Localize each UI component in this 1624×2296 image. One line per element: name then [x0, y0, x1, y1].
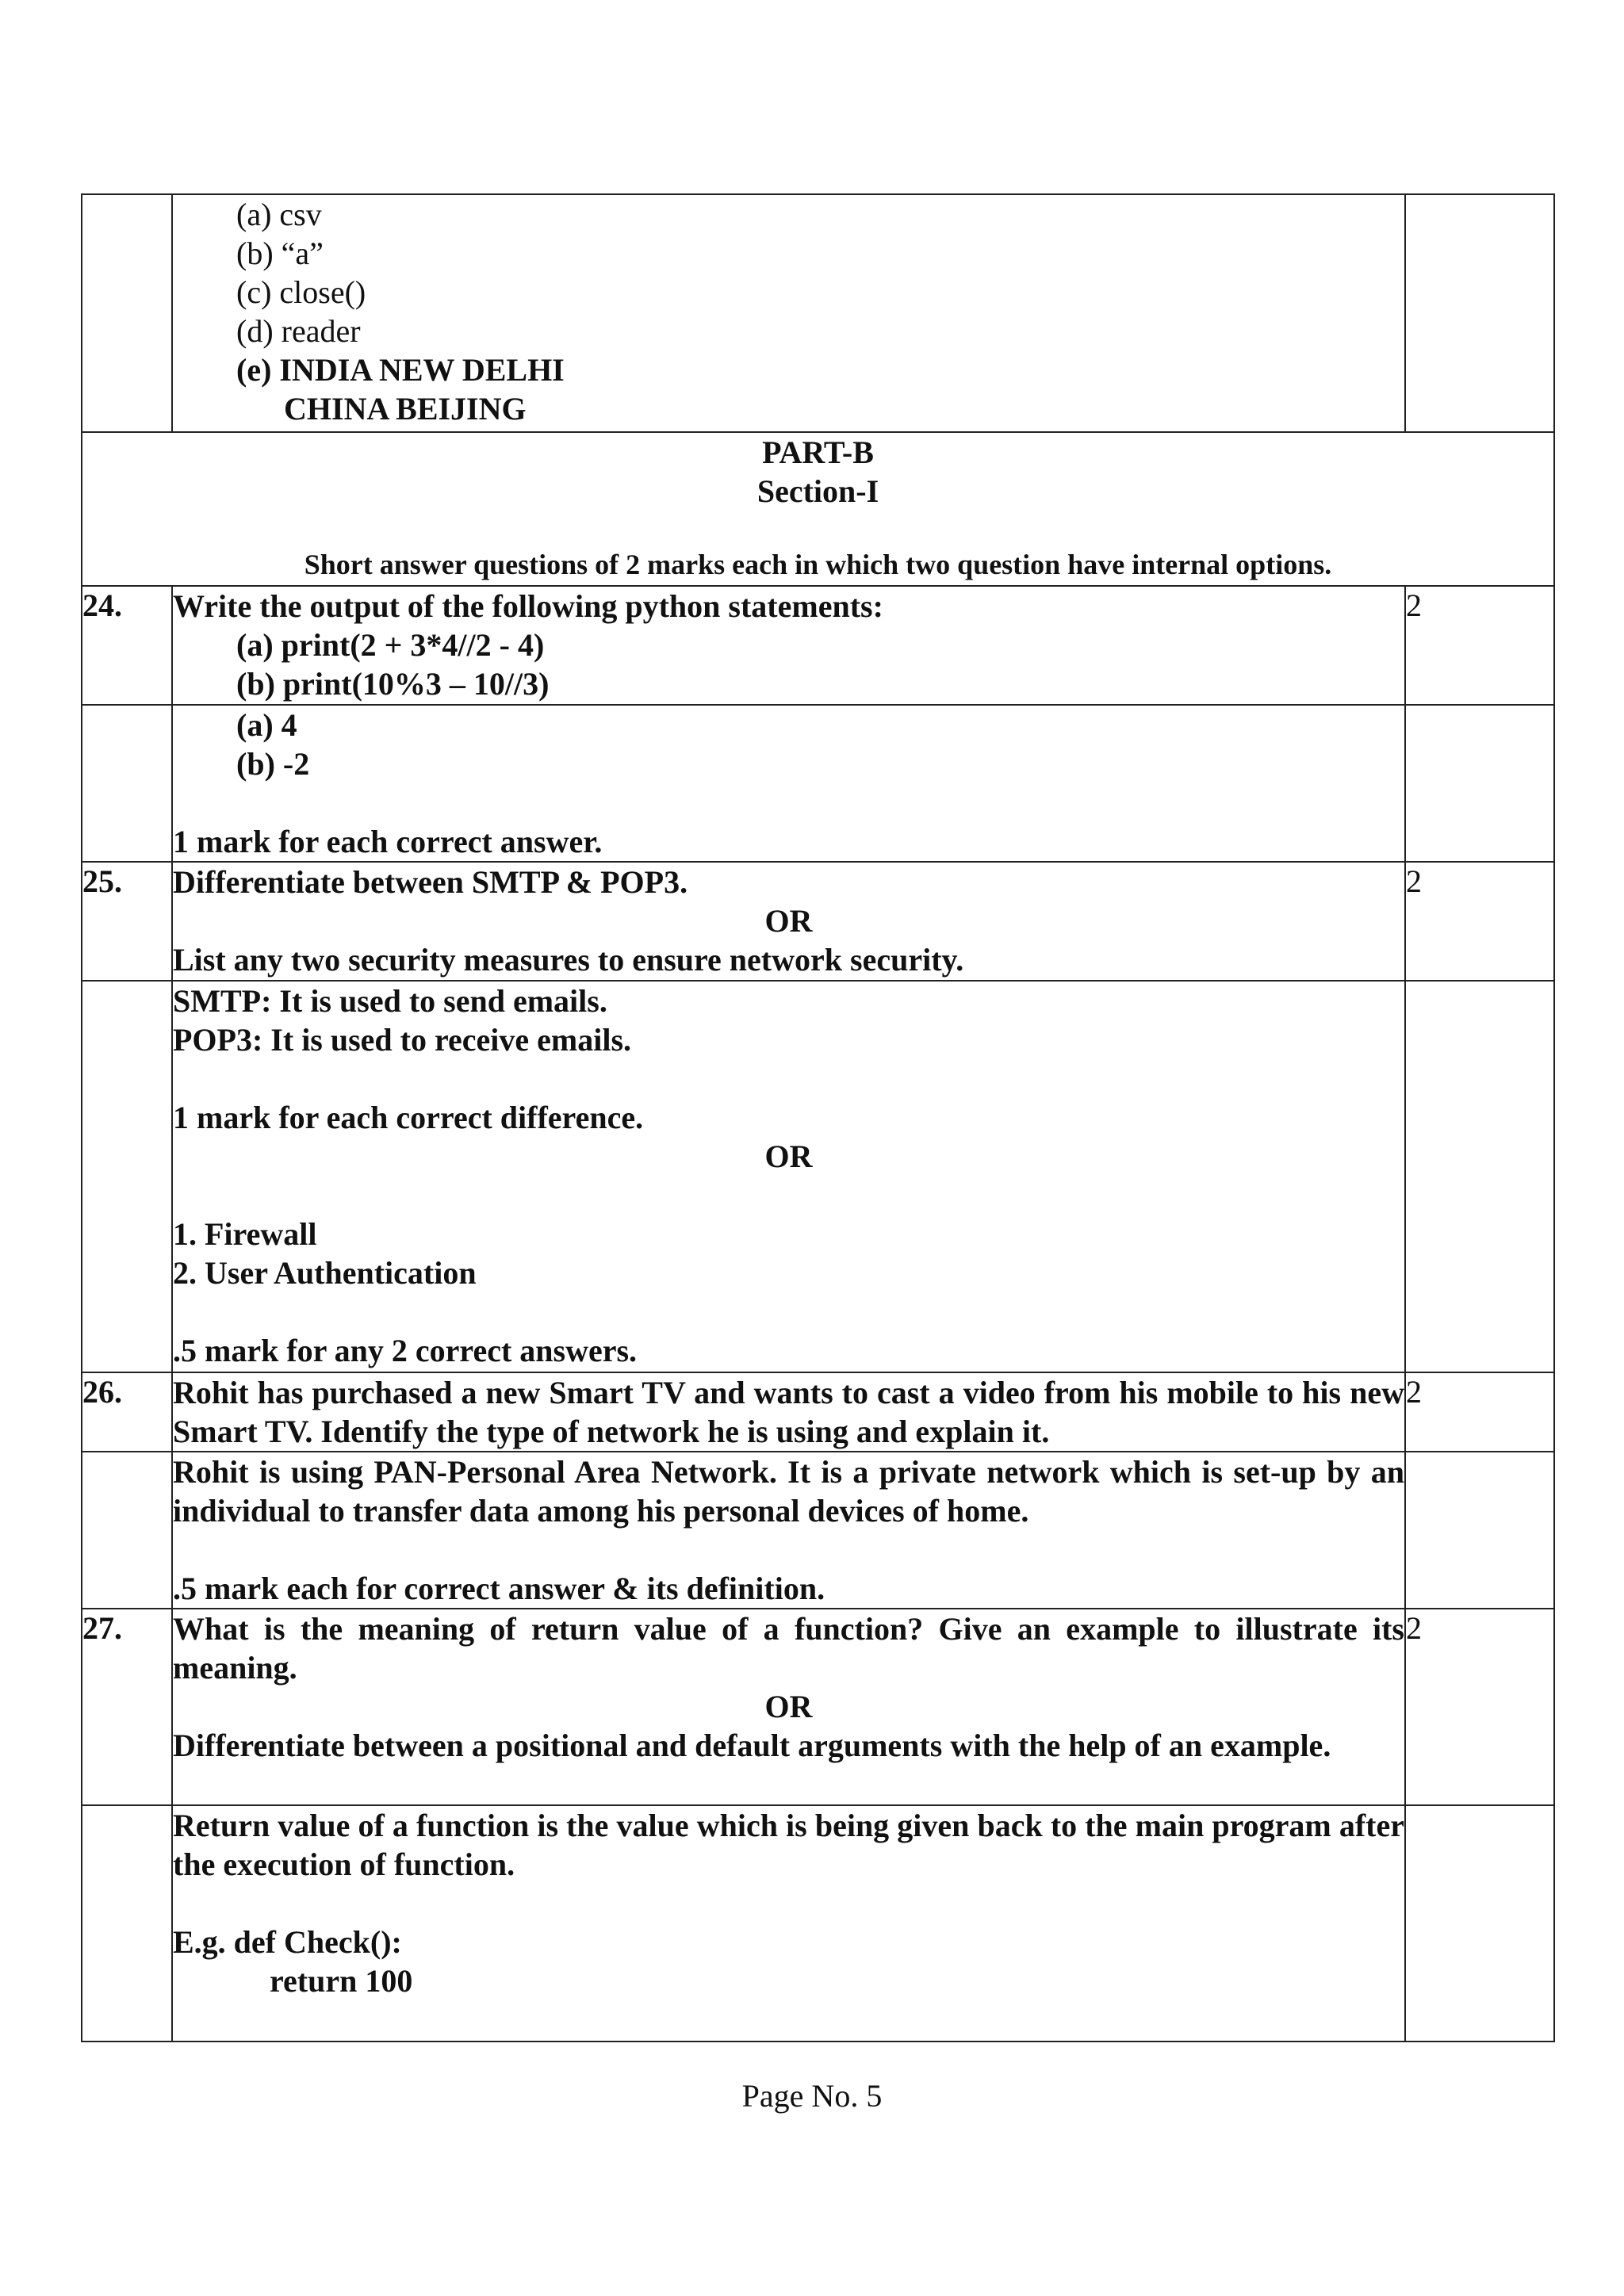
answer-line: (b) -2: [236, 746, 310, 782]
answer-text: Rohit is using PAN-Personal Area Network. It is a private network which is set-up by an individual to transfer data among his personal devices of home.: [173, 1454, 1404, 1529]
question-row-26: [82, 1372, 1554, 1452]
answer-content: [172, 1805, 1405, 2042]
answer-row-27: [82, 1805, 1554, 2042]
marking-note: 1 mark for each correct difference.: [173, 1100, 644, 1135]
part-title: PART-B: [762, 434, 874, 470]
question-text: Differentiate between a positional and default arguments with the help of an example.: [173, 1728, 1331, 1763]
or-separator: OR: [764, 1689, 813, 1724]
question-number-cell: [82, 981, 172, 1372]
or-separator: OR: [764, 903, 813, 939]
question-content: [172, 586, 1405, 705]
section-header: [82, 432, 1554, 586]
marks: 2: [1405, 586, 1554, 705]
question-text: Differentiate between SMTP & POP3.: [173, 864, 688, 900]
answer-line: (c) close(): [236, 274, 366, 310]
marking-note: .5 mark for any 2 correct answers.: [173, 1333, 638, 1368]
answer-line: 2. User Authentication: [173, 1255, 477, 1291]
question-text: Write the output of the following python statements:: [173, 588, 883, 624]
marks-cell: [1405, 194, 1554, 432]
or-separator: OR: [764, 1138, 813, 1174]
answer-line: (a) 4: [236, 707, 297, 743]
question-number: 25.: [82, 862, 172, 981]
question-content: [172, 862, 1405, 981]
question-number-cell: [82, 1805, 172, 2042]
marking-note: .5 mark each for correct answer & its definition.: [173, 1571, 825, 1606]
section-title: Section-I: [756, 473, 879, 509]
question-number: 27.: [82, 1609, 172, 1805]
section-header-row: [82, 432, 1554, 586]
code-line: E.g. def Check():: [173, 1924, 402, 1960]
answer-line: (e) INDIA NEW DELHI: [236, 352, 565, 388]
code-line: return 100: [270, 1963, 413, 1999]
answer-content: [172, 705, 1405, 862]
question-option: (a) print(2 + 3*4//2 - 4): [236, 627, 545, 663]
page-number: Page No. 5: [741, 2078, 883, 2114]
answer-row-24: [82, 705, 1554, 862]
marks: 2: [1405, 1372, 1554, 1452]
answer-content: [172, 981, 1405, 1372]
answer-line: POP3: It is used to receive emails.: [173, 1022, 632, 1058]
answer-line: (d) reader: [236, 313, 361, 349]
answer-line: (b) “a”: [236, 235, 324, 271]
question-number: 26.: [82, 1372, 172, 1452]
marks: 2: [1405, 1609, 1554, 1805]
marking-note: 1 mark for each correct answer.: [173, 824, 603, 859]
question-row-25: [82, 862, 1554, 981]
question-number: 24.: [82, 586, 172, 705]
answer-line: 1. Firewall: [173, 1216, 317, 1252]
question-number-cell: [82, 194, 172, 432]
marks-cell: [1405, 1805, 1554, 2042]
answer-row-25: [82, 981, 1554, 1372]
question-content: [172, 1372, 1405, 1452]
question-row-24: [82, 586, 1554, 705]
marks-cell: [1405, 1452, 1554, 1609]
answer-line: (a) csv: [236, 197, 322, 232]
answer-text: Return value of a function is the value which is being given back to the main program after the execution of function.: [173, 1808, 1404, 1882]
answer-line: CHINA BEIJING: [284, 391, 527, 427]
question-text: Rohit has purchased a new Smart TV and wants to cast a video from his mobile to his new Smart TV. Identify the type of network he is using and explain it.: [173, 1375, 1404, 1449]
answer-content: [172, 194, 1405, 432]
answer-content: [172, 1452, 1405, 1609]
question-text: What is the meaning of return value of a function? Give an example to illustrate its meaning.: [173, 1611, 1404, 1686]
answer-row-26: [82, 1452, 1554, 1609]
question-number-cell: [82, 1452, 172, 1609]
question-row-27: [82, 1609, 1554, 1805]
question-text: List any two security measures to ensure network security.: [173, 942, 964, 978]
answer-line: SMTP: It is used to send emails.: [173, 983, 607, 1019]
answer-key-table: [81, 193, 1555, 2042]
question-number-cell: [82, 705, 172, 862]
marks-cell: [1405, 981, 1554, 1372]
answer-row-23: [82, 194, 1554, 432]
question-content: [172, 1609, 1405, 1805]
section-instruction: Short answer questions of 2 marks each in which two question have internal options.: [304, 549, 1332, 580]
question-option: (b) print(10%3 – 10//3): [236, 666, 550, 702]
marks: 2: [1405, 862, 1554, 981]
marks-cell: [1405, 705, 1554, 862]
